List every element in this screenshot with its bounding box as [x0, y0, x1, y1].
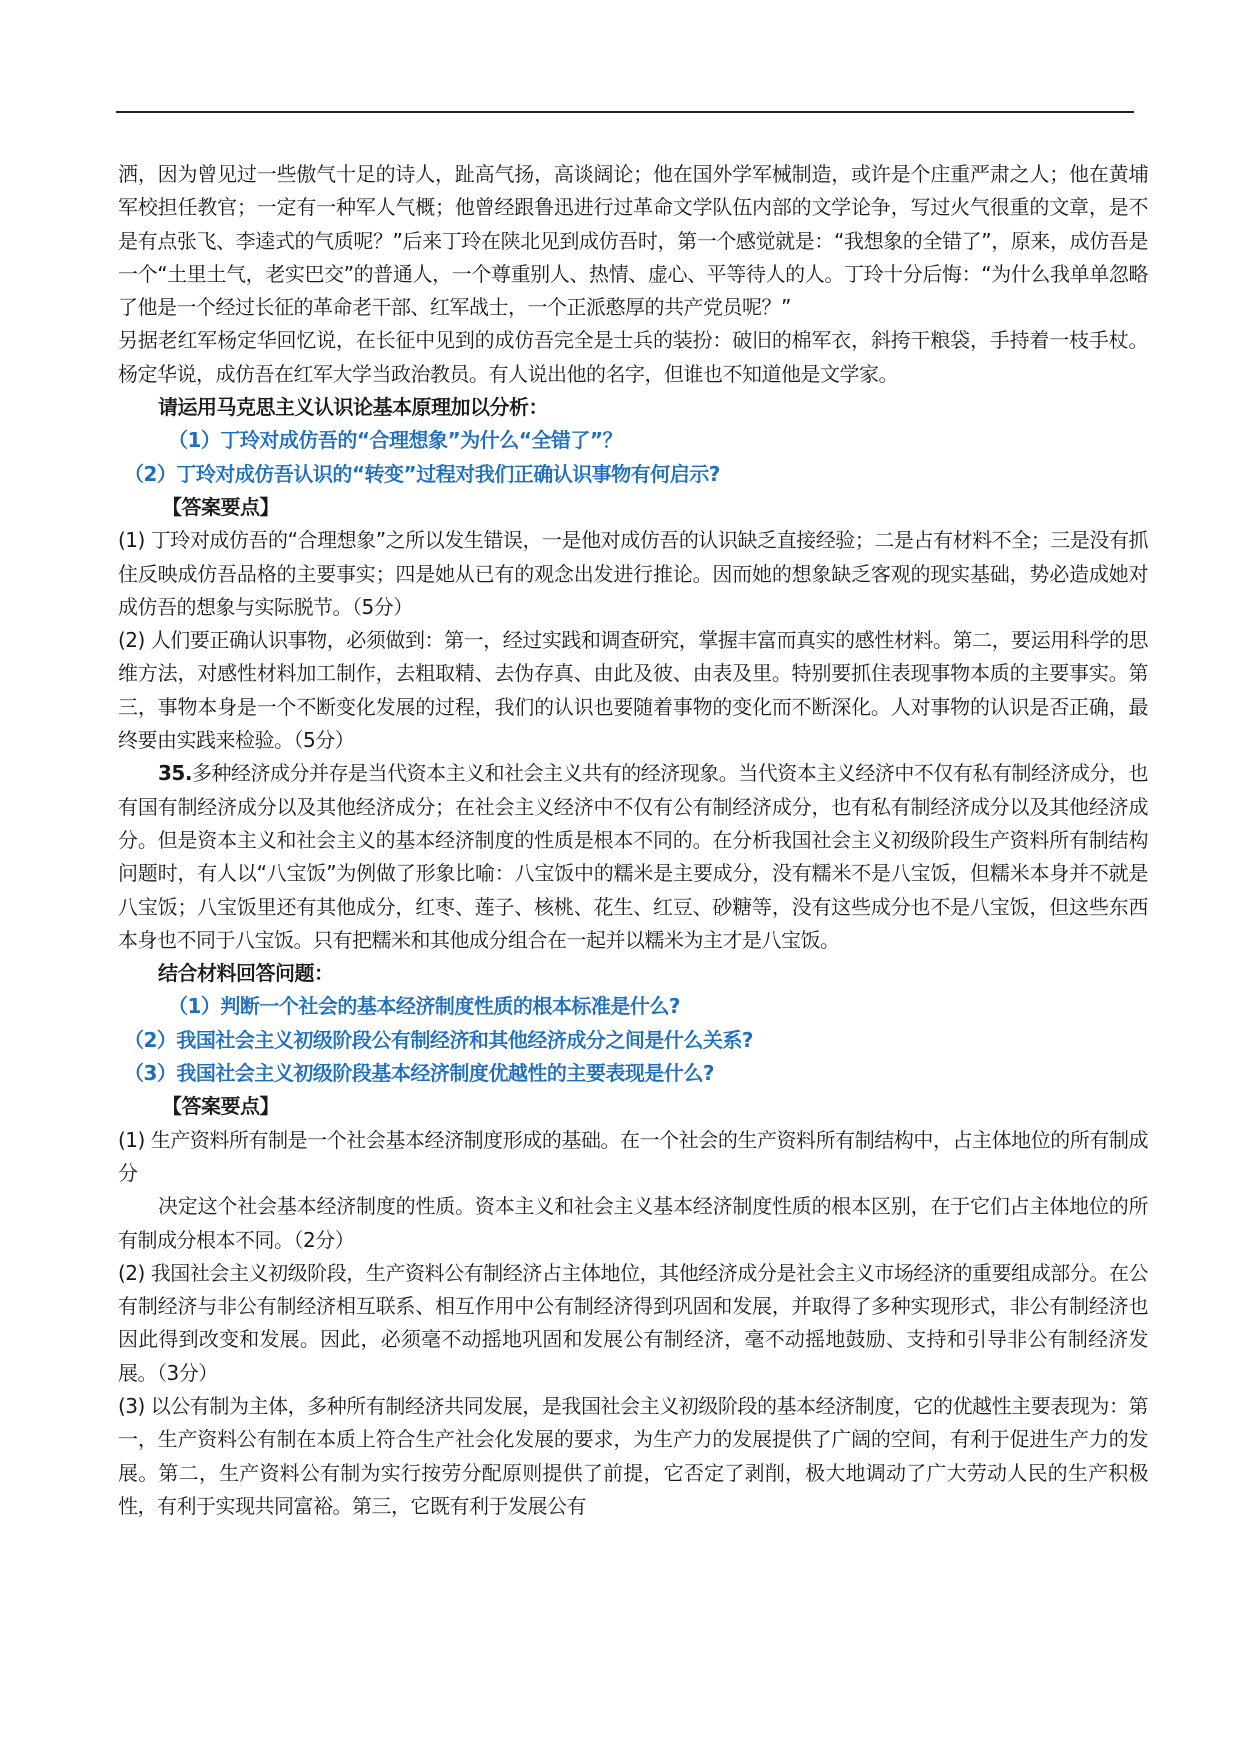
document-body [118, 158, 1148, 1523]
question-2-3: （3）我国社会主义初级阶段基本经济制度优越性的主要表现是什么? [124, 1061, 715, 1086]
question-1-1: （1）丁玲对成仿吾的“合理想象”为什么“全错了”？ [168, 428, 622, 453]
question-1-2: （2）丁玲对成仿吾认识的“转变”过程对我们正确认识事物有何启示? [124, 461, 720, 486]
answer-heading-2: 【答案要点】 [162, 1094, 279, 1119]
answer-2-1-continued: 决定这个社会基本经济制度的性质。资本主义和社会主义基本经济制度性质的根本区别，在于它们占主体地位的所有制成分根本不同。（2分） [118, 1194, 1148, 1252]
answer-2-1: (1) 生产资料所有制是一个社会基本经济制度形成的基础。在一个社会的生产资料所有制结构中，占主体地位的所有制成分 [118, 1127, 1148, 1185]
question-35-text: 多种经济成分并存是当代资本主义和社会主义共有的经济现象。当代资本主义经济中不仅有私有制经济成分，也有国有制经济成分以及其他经济成分；在社会主义经济中不仅有公有制经济成分，也有私有制经济成分以及其他经济成分。但是资本主义和社会主义的基本经济制度的性质是根本不同的。在分析我国社会主义初级阶段生产资料所有制结构问题时，有人以“八宝饭”为例做了形象比喻：八宝饭中的糯米是主要成分，没有糯米不是八宝饭，但糯米本身并不就是八宝饭；八宝饭里还有其他成分，红枣、莲子、核桃、花生、红豆、砂糖等，没有这些成分也不是八宝饭，但这些东西本身也不同于八宝饭。只有把糯米和其他成分组合在一起并以糯米为主才是八宝饭。 [118, 761, 1148, 952]
answer-heading-1: 【答案要点】 [162, 494, 279, 519]
answer-1-1: (1) 丁玲对成仿吾的“合理想象”之所以发生错误，一是他对成仿吾的认识缺乏直接经验；二是占有材料不全；三是没有抓住反映成仿吾品格的主要事实；四是她从已有的观念出发进行推论。因而她的想象缺乏客观的现实基础，势必造成她对成仿吾的想象与实际脱节。（5分） [118, 528, 1148, 619]
instruction-2: 结合材料回答问题： [158, 961, 334, 986]
question-2-1: （1）判断一个社会的基本经济制度性质的根本标准是什么? [168, 994, 681, 1019]
header-rule [116, 111, 1134, 113]
material-paragraph-2: 另据老红军杨定华回忆说，在长征中见到的成仿吾完全是士兵的装扮：破旧的棉军衣，斜挎干粮袋，手持着一枝手杖。杨定华说，成仿吾在红军大学当政治教员。有人说出他的名字，但谁也不知道他是文学家。 [118, 328, 1148, 386]
question-2-2: （2）我国社会主义初级阶段公有制经济和其他经济成分之间是什么关系? [124, 1027, 754, 1052]
answer-2-3: (3) 以公有制为主体，多种所有制经济共同发展，是我国社会主义初级阶段的基本经济制度，它的优越性主要表现为：第一，生产资料公有制在本质上符合生产社会化发展的要求，为生产力的发展提供了广阔的空间，有利于促进生产力的发展。第二，生产资料公有制为实行按劳分配原则提供了前提，它否定了剥削，极大地调动了广大劳动人民的生产积极性，有利于实现共同富裕。第三，它既有利于发展公有 [118, 1393, 1148, 1518]
material-paragraph-1: 洒，因为曾见过一些傲气十足的诗人，趾高气扬，高谈阔论；他在国外学军械制造，或许是个庄重严肃之人；他在黄埔军校担任教官；一定有一种军人气概；他曾经跟鲁迅进行过革命文学队伍内部的文学论争，写过火气很重的文章，是不是有点张飞、李逵式的气质呢？”后来丁玲在陕北见到成仿吾时，第一个感觉就是：“我想象的全错了”，原来，成仿吾是一个“土里土气，老实巴交”的普通人，一个尊重别人、热情、虚心、平等待人的人。丁玲十分后悔：“为什么我单单忽略了他是一个经过长征的革命老干部、红军战士，一个正派憨厚的共产党员呢？” [118, 162, 1148, 320]
instruction-1: 请运用马克思主义认识论基本原理加以分析： [158, 395, 548, 420]
answer-1-2: (2) 人们要正确认识事物，必须做到：第一，经过实践和调查研究，掌握丰富而真实的感性材料。第二，要运用科学的思维方法，对感性材料加工制作，去粗取精、去伪存真、由此及彼、由表及里。特别要抓住表现事物本质的主要事实。第三，事物本身是一个不断变化发展的过程，我们的认识也要随着事物的变化而不断深化。人对事物的认识是否正确，最终要由实践来检验。（5分） [118, 628, 1148, 753]
question-number: 35. [158, 761, 192, 786]
answer-2-2: (2) 我国社会主义初级阶段，生产资料公有制经济占主体地位，其他经济成分是社会主义市场经济的重要组成部分。在公有制经济与非公有制经济相互联系、相互作用中公有制经济得到巩固和发展，并取得了多种实现形式，非公有制经济也因此得到改变和发展。因此，必须毫不动摇地巩固和发展公有制经济，毫不动摇地鼓励、支持和引导非公有制经济发展。（3分） [118, 1260, 1148, 1385]
question-35 [118, 757, 1148, 957]
